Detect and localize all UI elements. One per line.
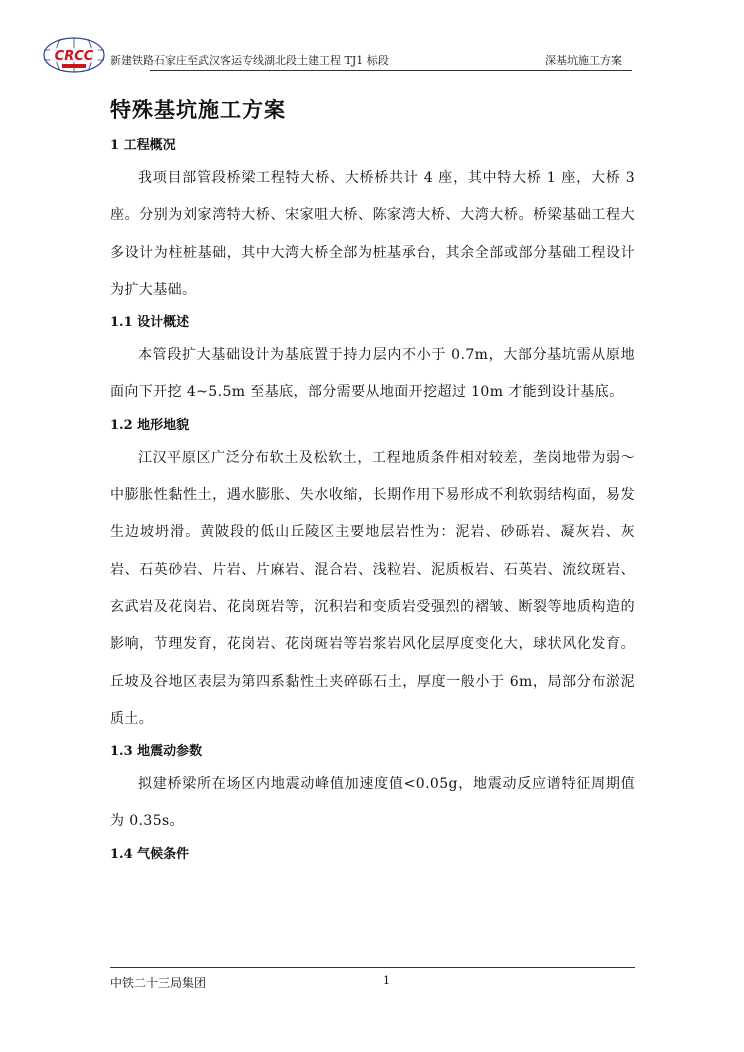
section-heading-1-1: 1.1 设计概述 bbox=[110, 315, 190, 331]
crcc-logo bbox=[42, 36, 106, 74]
page-header bbox=[42, 36, 632, 76]
header-project-title: 新建铁路石家庄至武汉客运专线湖北段土建工程 TJ1 标段 bbox=[110, 54, 389, 67]
document-body bbox=[110, 90, 635, 869]
section-heading-1-3: 1.3 地震动参数 bbox=[110, 744, 203, 760]
footer-company: 中铁二十三局集团 bbox=[110, 976, 207, 990]
header-doc-name: 深基坑施工方案 bbox=[545, 54, 622, 67]
footer-divider bbox=[110, 967, 635, 968]
section-heading-1-2: 1.2 地形地貌 bbox=[110, 417, 190, 433]
header-divider bbox=[150, 70, 632, 71]
section-heading-1: 1 工程概况 bbox=[110, 138, 176, 153]
svg-text:CRCC: CRCC bbox=[54, 49, 94, 64]
section-1-1-paragraph: 本管段扩大基础设计为基底置于持力层内不小于 0.7m，大部分基坑需从原地面向下开挖 4~5.5m 至基底，部分需要从地面开挖超过 10m 才能到设计基底。 bbox=[110, 347, 635, 401]
document-title: 特殊基坑施工方案 bbox=[110, 97, 286, 122]
section-1-2-paragraph: 江汉平原区广泛分布软土及松软土，工程地质条件相对较差，垄岗地带为弱～中膨胀性黏性土，遇水膨胀、失水收缩，长期作用下易形成不利软弱结构面，易发生边坡坍滑。黄陂段的低山丘陵区主要地层岩性为：泥岩、砂砾岩、凝灰岩、灰岩、石英砂岩、片岩、片麻岩、混合岩、浅粒岩、泥质板岩、石英岩、流纹斑岩、玄武岩及花岗岩、花岗斑岩等，沉积岩和变质岩受强烈的褶皱、断裂等地质构造的影响，节理发育，花岗岩、花岗斑岩等岩浆岩风化层厚度变化大，球状风化发育。丘坡及谷地区表层为第四系黏性土夹碎砾石土，厚度一般小于 6m，局部分布淤泥质土。 bbox=[110, 449, 635, 727]
section-1-paragraph: 我项目部管段桥梁工程特大桥、大桥桥共计 4 座，其中特大桥 1 座，大桥 3 座。分别为刘家湾特大桥、宋家咀大桥、陈家湾大桥、大湾大桥。桥梁基础工程大多设计为柱桩基础，其中大湾大桥全部为桩基承台，其余全部或部分基础工程设计为扩大基础。 bbox=[110, 170, 635, 298]
section-1-3-paragraph: 拟建桥梁所在场区内地震动峰值加速度值<0.05g，地震动反应谱特征周期值为 0.35s。 bbox=[110, 776, 635, 830]
section-heading-1-4: 1.4 气候条件 bbox=[110, 846, 190, 862]
page-number: 1 bbox=[383, 974, 390, 987]
